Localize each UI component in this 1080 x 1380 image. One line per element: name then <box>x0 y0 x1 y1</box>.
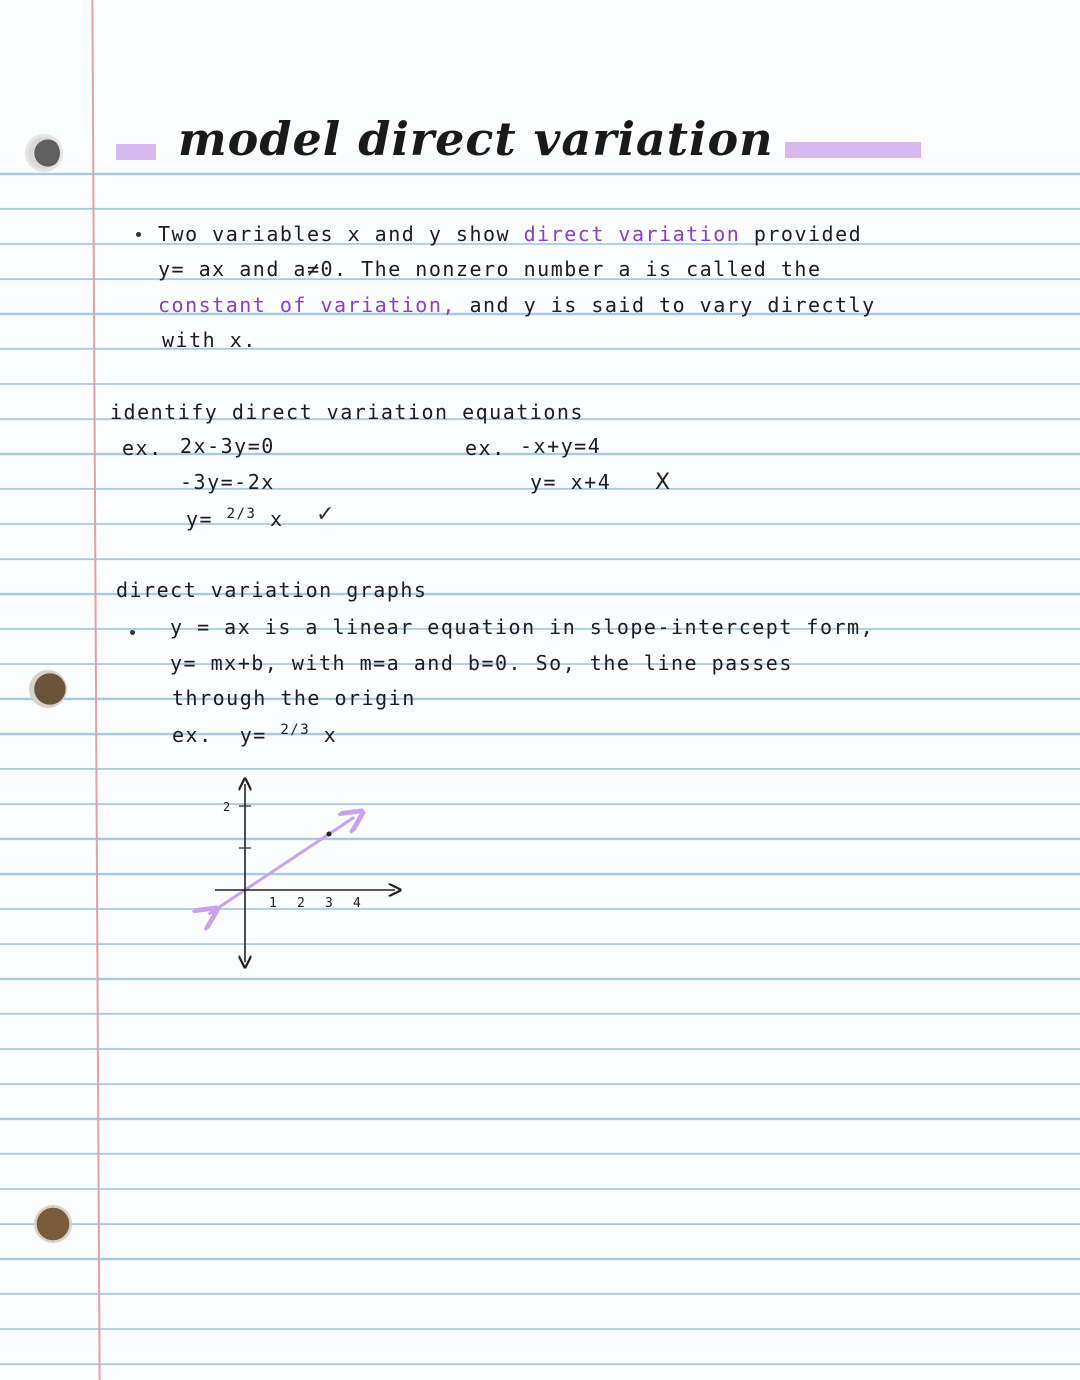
graph-point <box>327 832 332 837</box>
example-2-step-2: y= x+4 <box>530 470 612 494</box>
section-heading-identify <box>100 400 588 424</box>
definition-text: Two variables x and y show <box>158 222 511 246</box>
x-tick-label: 1 <box>269 896 277 911</box>
example-1-step-1: 2x-3y=0 <box>180 434 275 458</box>
term-direct-variation: direct variation <box>523 222 741 246</box>
definition-line-3 <box>158 293 876 317</box>
x-tick-label: 3 <box>325 896 333 911</box>
definition-line-2: y= ax and a≠0. The nonzero number a is called the <box>158 257 822 281</box>
y-tick-label: 2 <box>223 800 231 814</box>
graphs-example <box>172 722 337 747</box>
definition-text: and y is said to vary directly <box>469 293 876 317</box>
title-bar-left <box>116 144 156 160</box>
check-mark-icon: ✓ <box>316 502 335 527</box>
direct-variation-graph <box>190 770 410 970</box>
equation-text: y= <box>186 507 214 531</box>
example-1-step-2: -3y=-2x <box>180 470 275 494</box>
x-tick-label: 2 <box>297 896 305 911</box>
heading-text: identify direct variation equations <box>110 400 584 424</box>
section-heading-graphs <box>106 578 431 602</box>
example-1-step-3 <box>186 506 284 531</box>
title-bar-right <box>785 142 921 158</box>
fraction: 2/3 <box>226 506 257 522</box>
graphs-line-1: y = ax is a linear equation in slope-intercept form, <box>170 615 875 639</box>
bullet <box>130 630 135 635</box>
equation-text: y= <box>239 723 267 747</box>
equation-text: x <box>323 723 338 747</box>
binder-hole-icon <box>25 134 63 172</box>
example-label: ex. <box>172 723 213 747</box>
graphs-line-2: y= mx+b, with m=a and b=0. So, the line passes <box>170 651 793 675</box>
example-1-label: ex. <box>122 436 163 460</box>
definition-text: provided <box>753 222 863 246</box>
fraction: 2/3 <box>280 722 311 738</box>
term-constant-of-variation: constant of variation, <box>158 293 456 317</box>
example-2-label: ex. <box>465 436 506 460</box>
margin-line <box>91 0 100 1380</box>
cross-mark-icon: X <box>655 470 671 495</box>
example-2-step-1: -x+y=4 <box>520 434 602 458</box>
binder-hole-icon <box>29 670 67 708</box>
graphs-line-3: through the origin <box>172 686 416 710</box>
x-tick-label: 4 <box>353 896 361 911</box>
bullet <box>136 232 141 237</box>
equation-text: x <box>269 507 284 531</box>
binder-hole-icon <box>34 1205 72 1243</box>
definition-line-4: with x. <box>162 328 257 352</box>
definition-line-1 <box>158 222 862 246</box>
heading-text: direct variation graphs <box>116 578 428 602</box>
page-title: model direct variation <box>178 112 774 166</box>
